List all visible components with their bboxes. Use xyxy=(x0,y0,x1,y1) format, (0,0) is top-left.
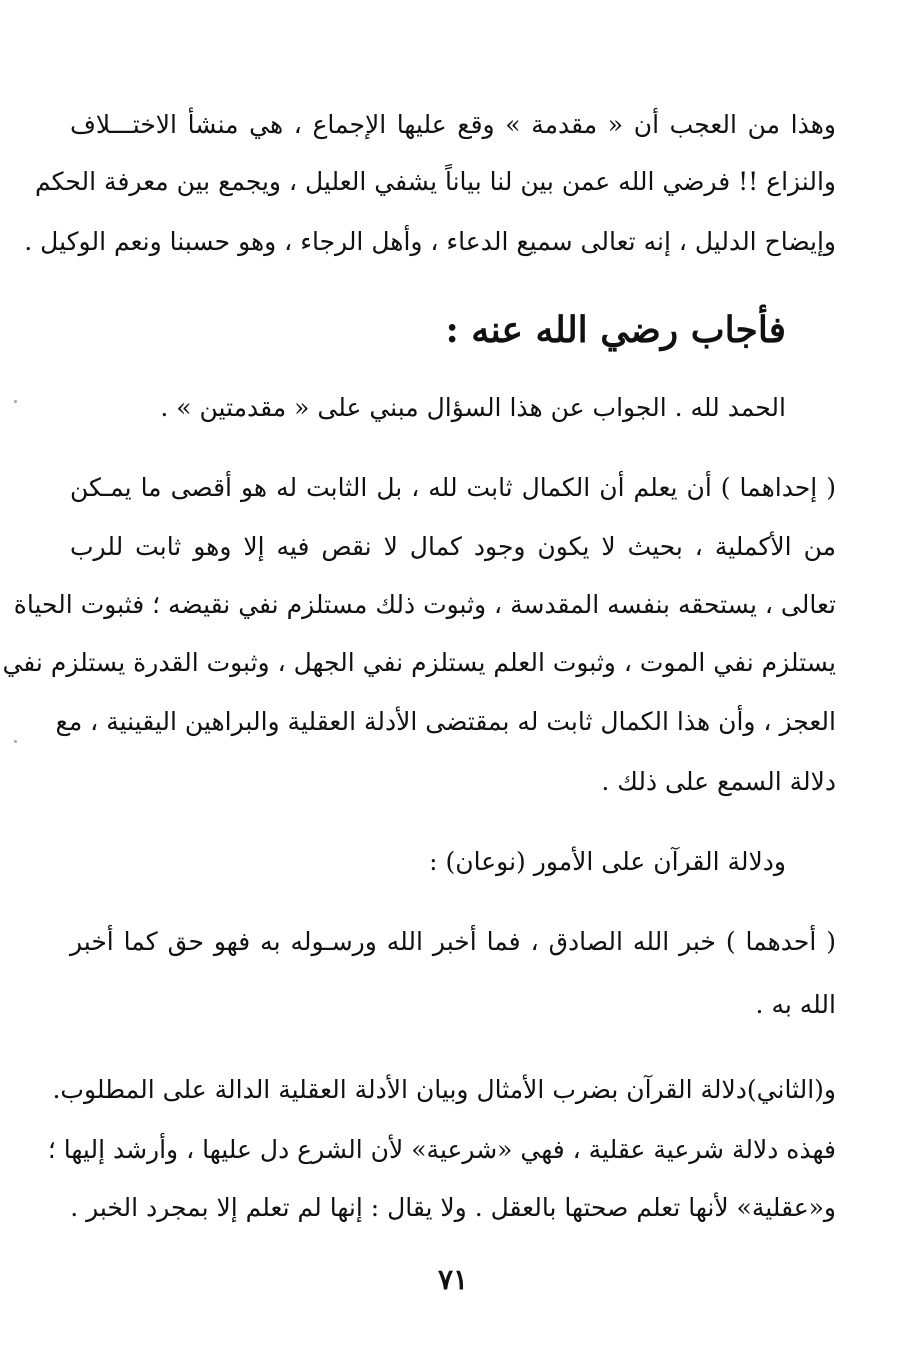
paragraph-2-line-1: الحمد لله . الجواب عن هذا السؤال مبني على « مقدمتين » . xyxy=(160,393,786,422)
paragraph-3-line-3: تعالى ، يستحقه بنفسه المقدسة ، وثبوت ذلك مستلزم نفي نقيضه ؛ فثبوت الحياة xyxy=(13,590,836,619)
scan-speck xyxy=(14,740,17,743)
paragraph-4-line-1: ودلالة القرآن على الأمور (نوعان) : xyxy=(429,847,786,876)
paragraph-3-line-6: دلالة السمع على ذلك . xyxy=(601,767,836,796)
paragraph-3-line-4: يستلزم نفي الموت ، وثبوت العلم يستلزم نفي الجهل ، وثبوت القدرة يستلزم نفي xyxy=(2,648,836,677)
paragraph-6-line-3: و«عقلية» لأنها تعلم صحتها بالعقل . ولا يقال : إنها لم تعلم إلا بمجرد الخبر . xyxy=(70,1193,836,1222)
paragraph-6-line-1: و(الثاني)دلالة القرآن بضرب الأمثال وبيان الأدلة العقلية الدالة على المطلوب. xyxy=(52,1075,836,1104)
paragraph-5-line-2: الله به . xyxy=(755,990,836,1019)
paragraph-1-line-1: وهذا من العجب أن « مقدمة » وقع عليها الإجماع ، هي منشأ الاختـــلاف xyxy=(70,110,836,139)
paragraph-3-line-5: العجز ، وأن هذا الكمال ثابت له بمقتضى الأدلة العقلية والبراهين اليقينية ، مع xyxy=(55,707,836,736)
paragraph-1-line-3: وإيضاح الدليل ، إنه تعالى سميع الدعاء ، وأهل الرجاء ، وهو حسبنا ونعم الوكيل . xyxy=(24,227,836,256)
paragraph-3-line-1: ( إحداهما ) أن يعلم أن الكمال ثابت لله ، بل الثابت له هو أقصى ما يمـكن xyxy=(70,473,836,502)
paragraph-1-line-2: والنزاع !! فرضي الله عمن بين لنا بياناً يشفي العليل ، ويجمع بين معرفة الحكم xyxy=(34,167,836,196)
scan-speck xyxy=(14,400,17,403)
section-heading: فأجاب رضي الله عنه : xyxy=(445,309,786,351)
paragraph-3-line-2: من الأكملية ، بحيث لا يكون وجود كمال لا نقص فيه إلا وهو ثابت للرب xyxy=(70,532,836,561)
paragraph-6-line-2: فهذه دلالة شرعية عقلية ، فهي «شرعية» لأن الشرع دل عليها ، وأرشد إليها ؛ xyxy=(47,1135,836,1164)
page-number: ٧١ xyxy=(437,1263,469,1296)
paragraph-5-line-1: ( أحدهما ) خبر الله الصادق ، فما أخبر الله ورسـوله به فهو حق كما أخبر xyxy=(70,927,836,956)
